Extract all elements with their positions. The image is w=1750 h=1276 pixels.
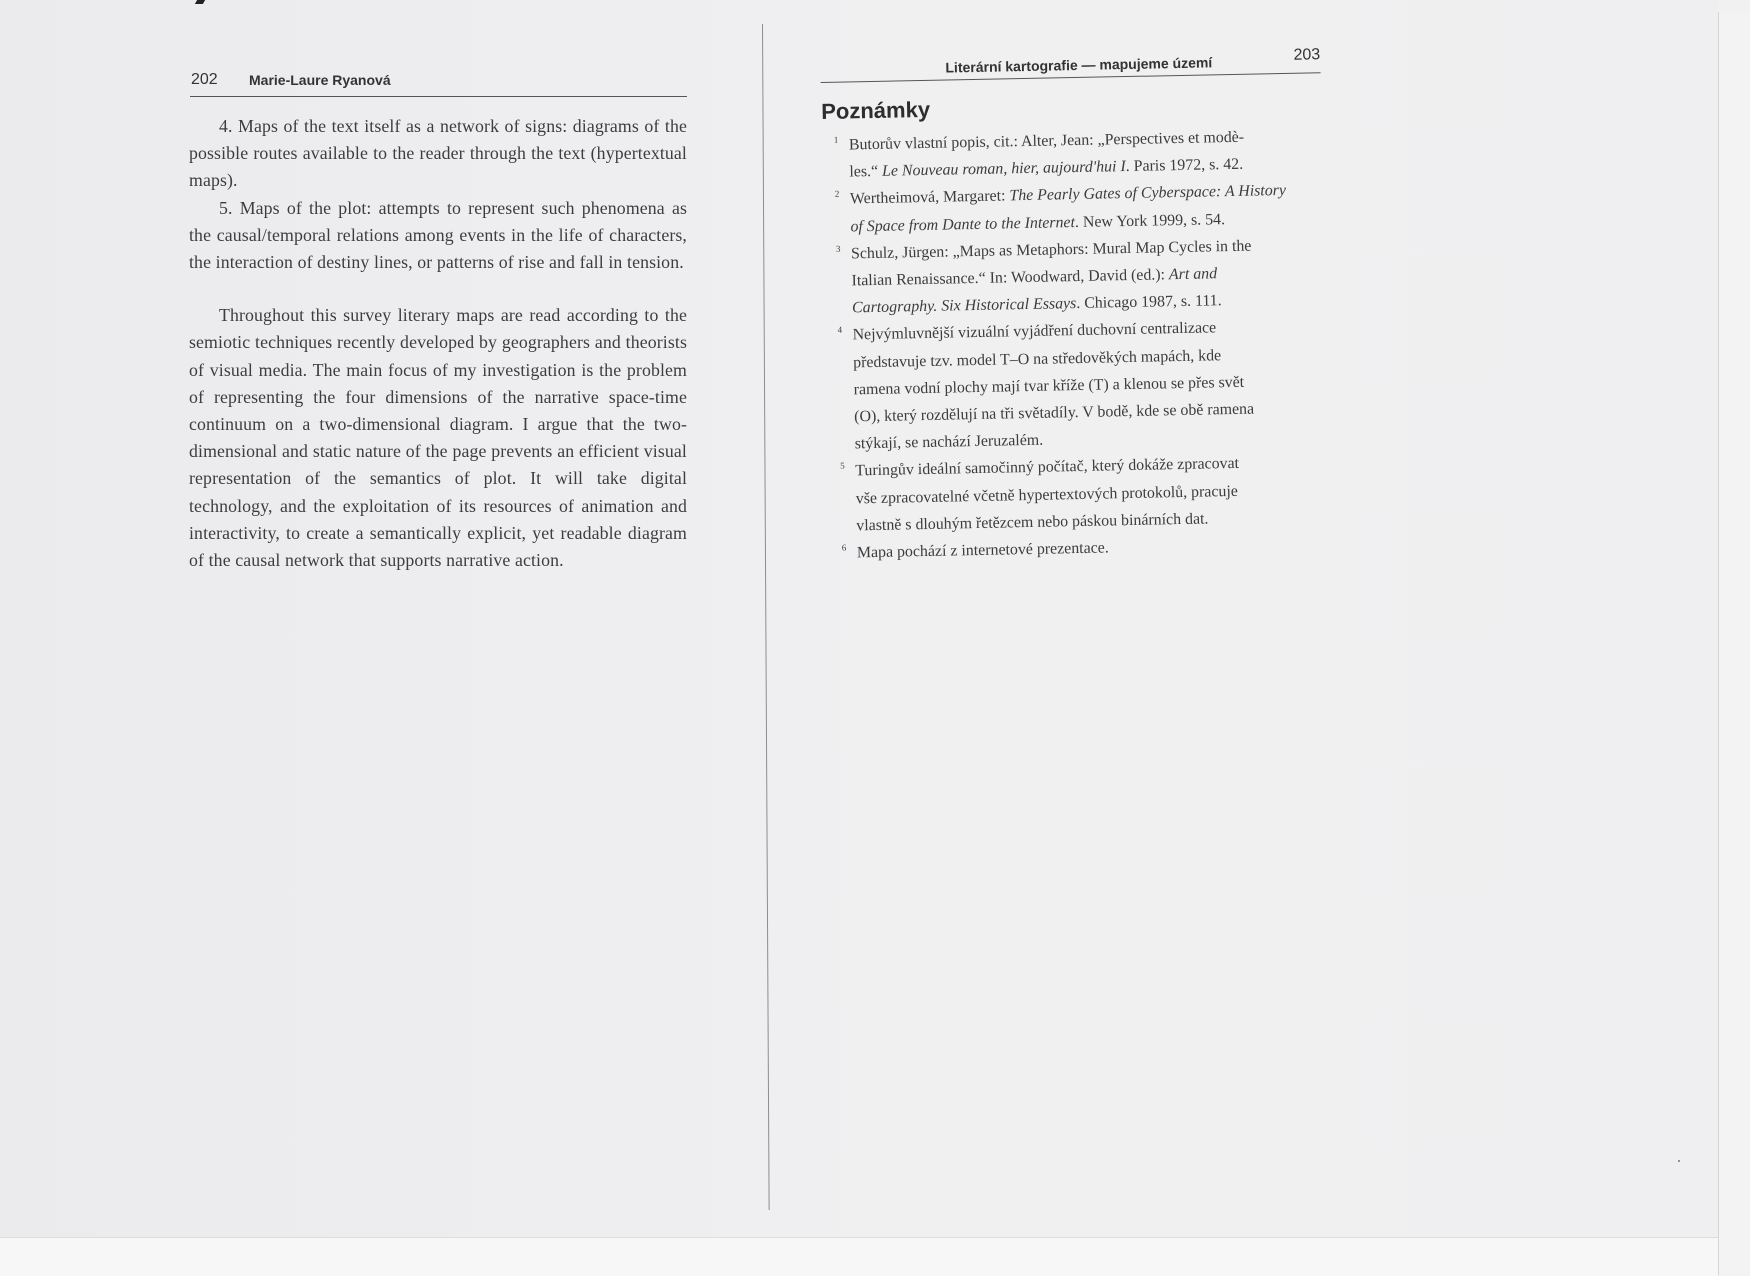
note-citation-text: Wertheimová, Margaret:: [849, 187, 1010, 208]
left-page-number: 202: [191, 71, 218, 88]
left-page-header: [190, 68, 687, 97]
notes-heading: Poznámky: [820, 96, 931, 124]
note-italic-title: Le Nouveau roman, hier, aujourd'hui I: [881, 158, 1126, 181]
note-text: [855, 449, 1330, 540]
note-item: [823, 177, 1324, 241]
note-number: 5: [840, 461, 845, 472]
paragraph-map-types-5: 5. Maps of the plot: attempts to represent such phenomena as the causal/temporal relations among events in the life of characters, the interaction of destiny lines, or patterns of rise and fall in tension.: [189, 197, 687, 273]
note-item: [828, 449, 1329, 540]
note-text: [852, 313, 1328, 458]
right-page: [820, 38, 1330, 567]
note-body-text: Mapa pochází z internetové prezentace.: [856, 539, 1109, 562]
note-number: 1: [833, 134, 839, 145]
note-number: 2: [834, 189, 840, 200]
note-body-text: Turingův ideální samočinný počítač, který dokáže zpracovat vše zpracovatelné včetně hypertextových protokolů, pracuje vlastně s dlouhým řetězcem nebo páskou binárních dat.: [855, 455, 1240, 535]
note-item: [824, 231, 1325, 322]
note-italic-title: Art and Cartography. Six Historical Essays: [851, 265, 1218, 317]
paragraph-map-types-4: 4. Maps of the text itself as a network of signs: diagrams of the possible routes available to the reader through the text (hypertextual maps).: [189, 116, 687, 191]
scanner-edge-bottom: [0, 1237, 1718, 1276]
note-citation-text: Schulz, Jürgen: „Maps as Metaphors: Mural Map Cycles in the Italian Renaissance.“ In: Woodward, David (ed.):: [850, 237, 1252, 290]
note-number: 3: [835, 243, 841, 254]
note-citation-text: Butorův vlastní popis, cit.: Alter, Jean: „Perspectives et modè- les.“: [848, 128, 1245, 181]
left-page-body: [189, 113, 687, 574]
note-number: 6: [841, 542, 847, 553]
note-number: 4: [837, 325, 843, 336]
left-running-head: Marie-Laure Ryanová: [249, 72, 391, 88]
note-item: [825, 313, 1328, 459]
note-item: [822, 122, 1323, 186]
note-citation-end: . Chicago 1987, s. 111.: [1076, 292, 1222, 313]
scan-speck: [1678, 1160, 1680, 1162]
notes-list: [822, 122, 1330, 567]
right-running-head: Literární kartografie — mapujeme území: [945, 54, 1213, 76]
note-citation-end: . Paris 1972, s. 42.: [1125, 155, 1244, 176]
note-text: [850, 177, 1324, 241]
note-text: [849, 122, 1323, 186]
note-citation-end: . New York 1999, s. 54.: [1074, 210, 1226, 231]
scanner-edge-right: [1718, 12, 1750, 1275]
note-body-text: Nejvýmluvnější vizuální vyjádření duchovní centralizace představuje tzv. model T–O na středověkých mapách, kde ramena vodní plochy mají tvar kříže (T) a klenou se přes svět (O), který rozdělují na tři světadíly. V bodě, kde se obě ramena stýkají, se nachází Jeruzalém.: [852, 319, 1255, 453]
paragraph-survey-summary: Throughout this survey literary maps are read according to the semiotic techniques recently developed by geographers and theorists of visual media. The main focus of my investigation is the problem of representing the four dimensions of the narrative space-time continuum on a two-dimensional diagram. I argue that the two-dimensional and static nature of the page prevents an efficient visual representation of the semantics of plot. It will take digital technology, and the exploitation of its resources of animation and interactivity, to create a semantically explicit, yet readable diagram of the causal network that supports narrative action.: [189, 305, 687, 571]
note-text: [851, 231, 1326, 322]
right-page-number: 203: [1293, 46, 1321, 64]
note-italic-title: The Pearly Gates of Cyberspace: A History of Space from Dante to the Internet: [850, 182, 1287, 236]
